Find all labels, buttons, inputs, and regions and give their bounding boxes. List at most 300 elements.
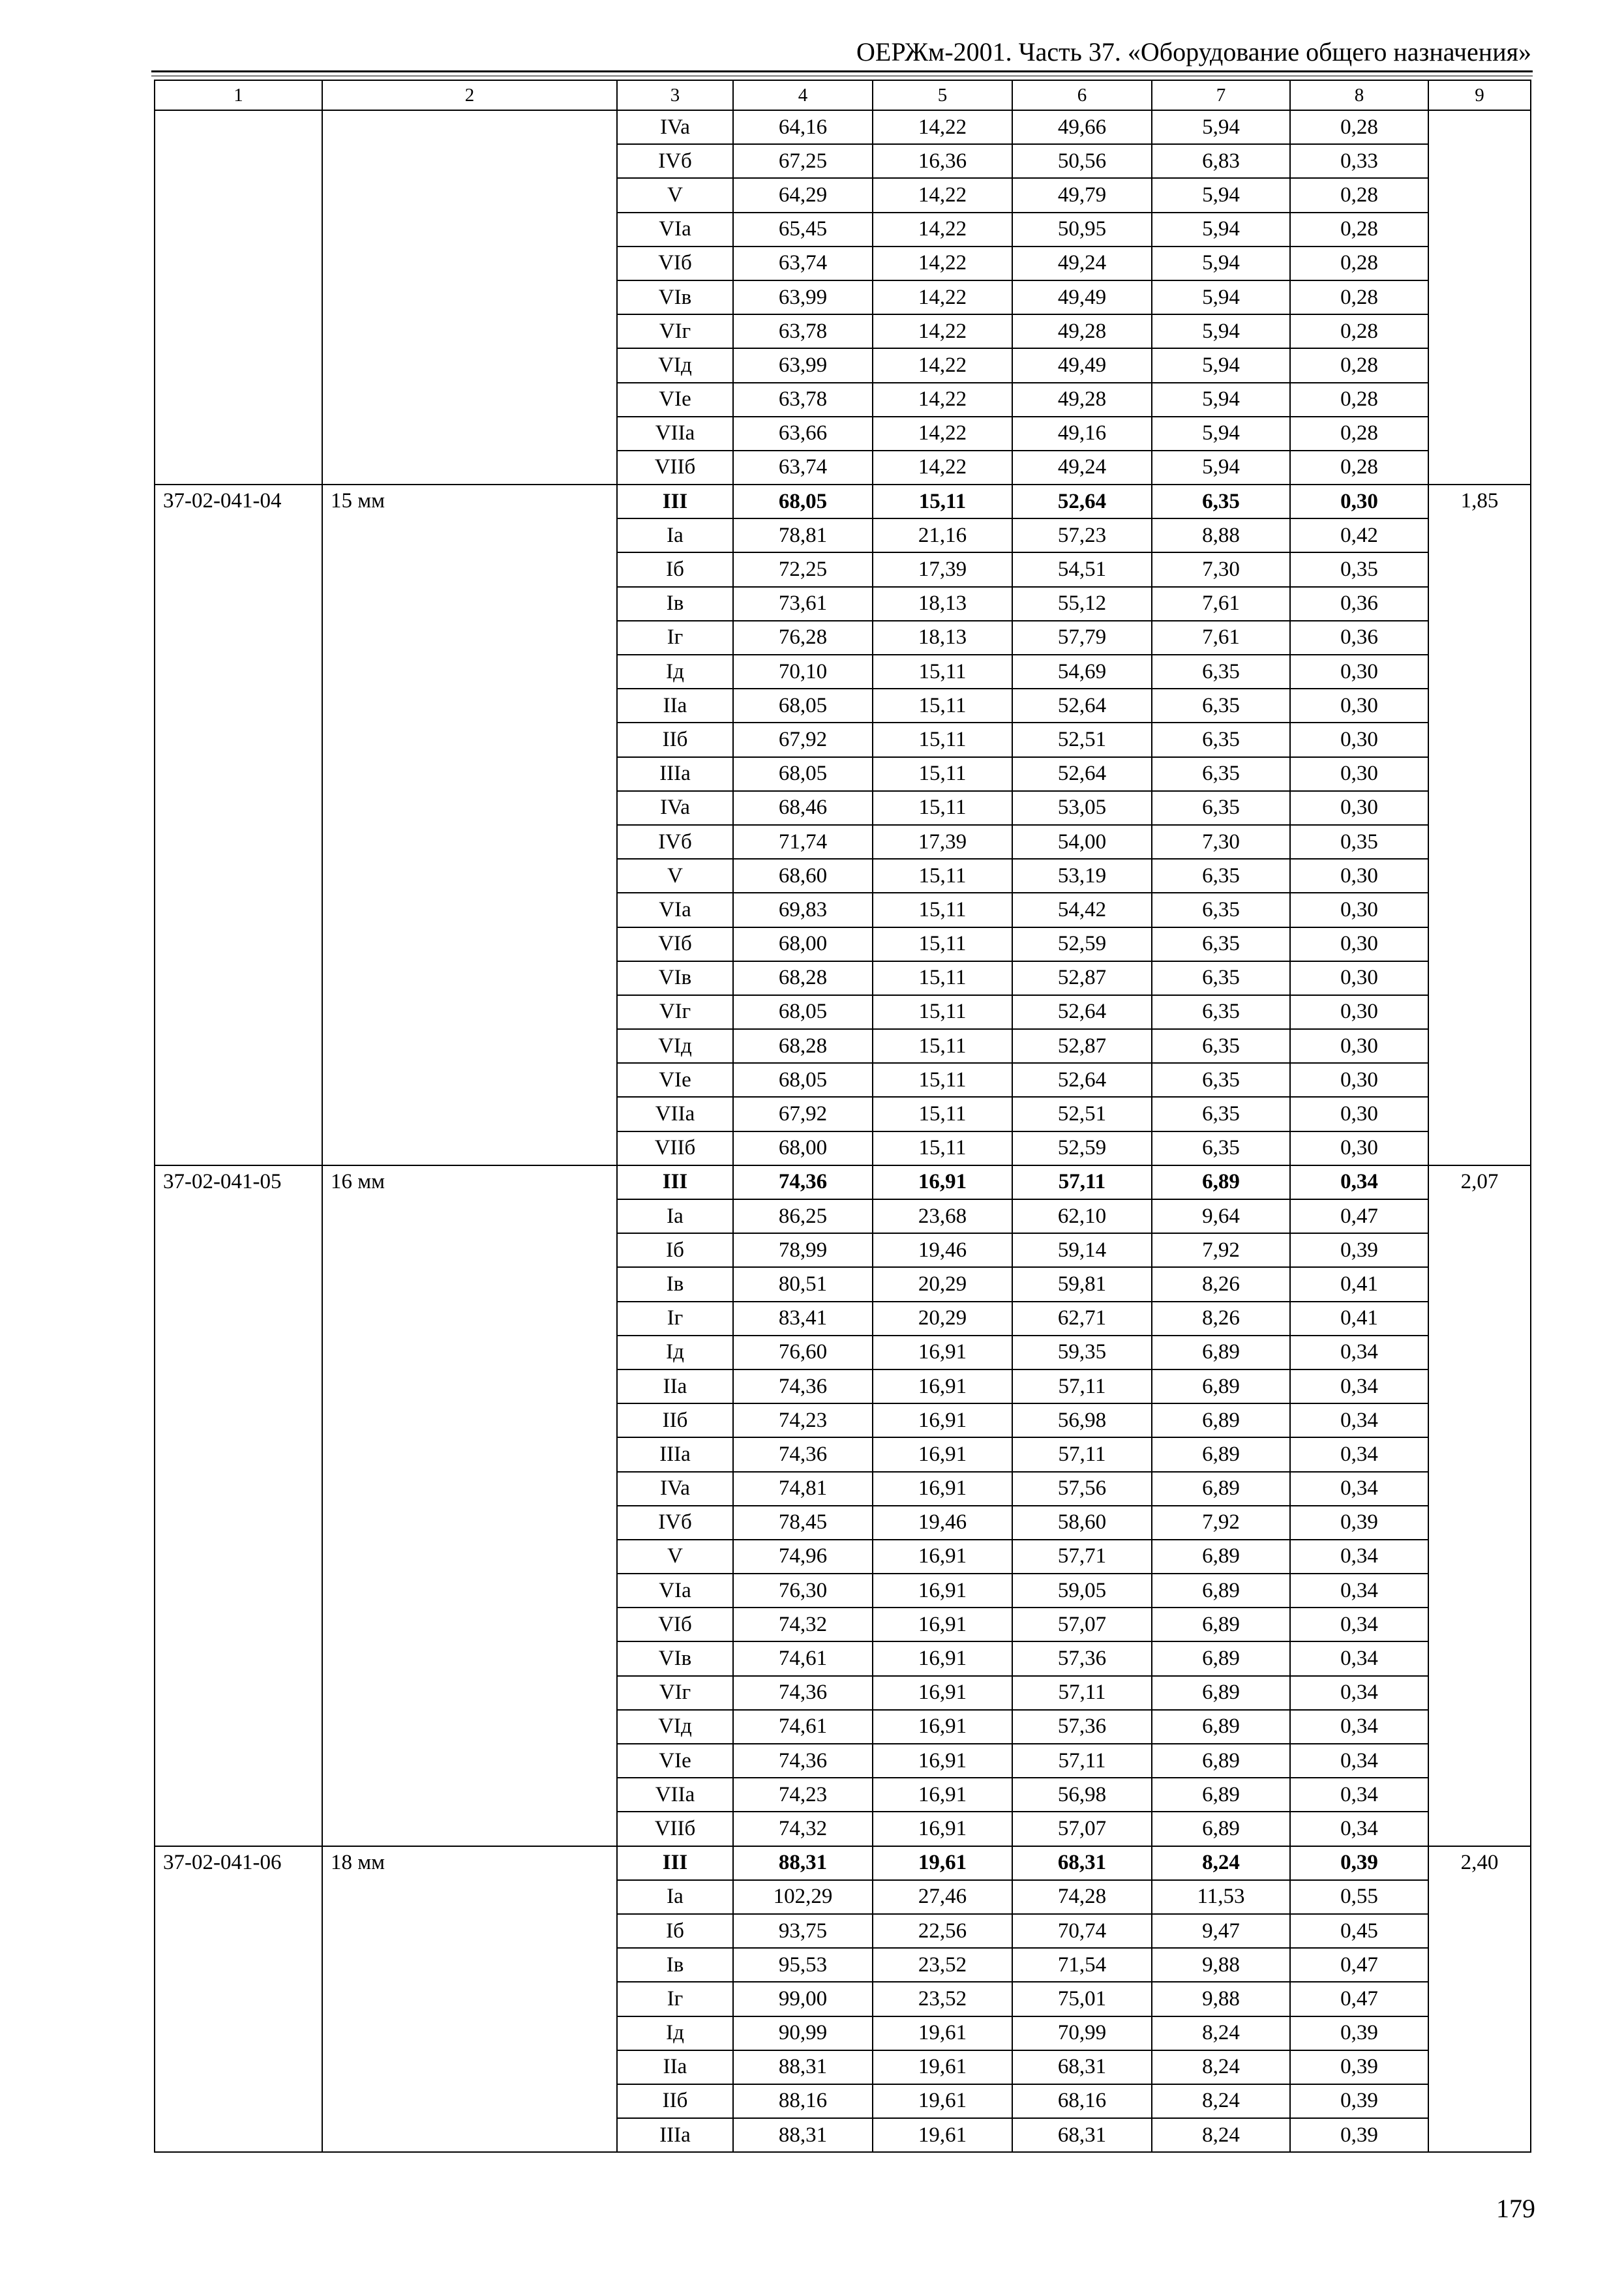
value-cell-c5: 16,91 [873, 1472, 1012, 1506]
value-cell-c7: 7,30 [1152, 552, 1290, 586]
value-cell-c4: 74,23 [733, 1403, 873, 1437]
value-cell-c5: 19,46 [873, 1506, 1012, 1540]
value-cell-c6: 57,23 [1012, 518, 1152, 552]
rate-code: 37-02-041-05 [155, 1165, 322, 1846]
value-cell-c4: 63,78 [733, 314, 873, 348]
value-cell-c4: 74,96 [733, 1540, 873, 1574]
value-cell-c7: 5,94 [1152, 110, 1290, 144]
zone-cell: Iг [617, 1982, 733, 2016]
zone-cell: IVa [617, 791, 733, 825]
value-cell-c6: 55,12 [1012, 587, 1152, 621]
rates-table-body [155, 80, 1531, 2152]
zone-cell: VIe [617, 383, 733, 417]
value-cell-c5: 16,91 [873, 1812, 1012, 1846]
value-cell-c4: 68,28 [733, 1029, 873, 1063]
value-cell-c5: 16,91 [873, 1336, 1012, 1369]
value-cell-c5: 15,11 [873, 485, 1012, 518]
value-cell-c8: 0,47 [1290, 1948, 1428, 1982]
value-cell-c4: 68,00 [733, 1131, 873, 1165]
value-cell-c5: 16,91 [873, 1641, 1012, 1675]
value-cell-c8: 0,55 [1290, 1880, 1428, 1914]
value-cell-c5: 19,61 [873, 2084, 1012, 2118]
value-cell-c5: 15,11 [873, 1029, 1012, 1063]
value-cell-c8: 0,28 [1290, 213, 1428, 247]
value-cell-c5: 16,91 [873, 1369, 1012, 1403]
table-row [155, 1165, 1531, 1199]
value-cell-c4: 102,29 [733, 1880, 873, 1914]
value-cell-c7: 5,94 [1152, 280, 1290, 314]
value-cell-c7: 5,94 [1152, 348, 1290, 382]
value-cell-c8: 0,30 [1290, 757, 1428, 791]
zone-cell: VIд [617, 1029, 733, 1063]
zone-cell: Iд [617, 1336, 733, 1369]
zone-cell: Ia [617, 1199, 733, 1233]
value-cell-c8: 0,47 [1290, 1982, 1428, 2016]
value-cell-c6: 49,28 [1012, 314, 1152, 348]
rate-name: 15 мм [322, 485, 617, 1165]
value-cell-c5: 19,61 [873, 2016, 1012, 2050]
value-cell-c7: 6,35 [1152, 1131, 1290, 1165]
zone-cell: IVa [617, 110, 733, 144]
value-cell-c7: 6,89 [1152, 1778, 1290, 1812]
value-cell-c7: 6,35 [1152, 1063, 1290, 1097]
column-number: 9 [1428, 80, 1531, 110]
value-cell-c9: 2,07 [1428, 1165, 1531, 1846]
value-cell-c5: 19,46 [873, 1233, 1012, 1267]
value-cell-c5: 19,61 [873, 2050, 1012, 2084]
zone-cell: IIa [617, 689, 733, 723]
zone-cell: IVa [617, 1472, 733, 1506]
zone-cell: VIa [617, 213, 733, 247]
value-cell-c7: 6,35 [1152, 893, 1290, 927]
value-cell-c4: 72,25 [733, 552, 873, 586]
value-cell-c8: 0,34 [1290, 1336, 1428, 1369]
value-cell-c7: 8,26 [1152, 1302, 1290, 1336]
value-cell-c7: 8,26 [1152, 1267, 1290, 1301]
value-cell-c5: 22,56 [873, 1914, 1012, 1948]
value-cell-c6: 57,11 [1012, 1437, 1152, 1471]
value-cell-c8: 0,30 [1290, 1131, 1428, 1165]
value-cell-c6: 50,95 [1012, 213, 1152, 247]
rate-code [155, 110, 322, 485]
value-cell-c8: 0,30 [1290, 655, 1428, 689]
zone-cell: VIa [617, 1574, 733, 1608]
rate-code: 37-02-041-04 [155, 485, 322, 1165]
value-cell-c7: 5,94 [1152, 417, 1290, 451]
column-number: 3 [617, 80, 733, 110]
value-cell-c5: 15,11 [873, 655, 1012, 689]
value-cell-c4: 76,60 [733, 1336, 873, 1369]
value-cell-c8: 0,34 [1290, 1744, 1428, 1778]
value-cell-c8: 0,34 [1290, 1165, 1428, 1199]
value-cell-c5: 15,11 [873, 757, 1012, 791]
value-cell-c7: 7,61 [1152, 587, 1290, 621]
value-cell-c4: 78,81 [733, 518, 873, 552]
zone-cell: III [617, 1846, 733, 1880]
value-cell-c8: 0,39 [1290, 1846, 1428, 1880]
rate-name: 18 мм [322, 1846, 617, 2153]
value-cell-c8: 0,39 [1290, 2118, 1428, 2152]
value-cell-c5: 14,22 [873, 247, 1012, 280]
value-cell-c8: 0,34 [1290, 1608, 1428, 1641]
value-cell-c6: 56,98 [1012, 1403, 1152, 1437]
value-cell-c5: 16,91 [873, 1540, 1012, 1574]
value-cell-c8: 0,39 [1290, 2084, 1428, 2118]
value-cell-c6: 49,49 [1012, 280, 1152, 314]
value-cell-c4: 76,30 [733, 1574, 873, 1608]
value-cell-c7: 6,89 [1152, 1336, 1290, 1369]
value-cell-c6: 52,64 [1012, 995, 1152, 1029]
value-cell-c7: 7,92 [1152, 1506, 1290, 1540]
value-cell-c4: 74,32 [733, 1608, 873, 1641]
value-cell-c6: 70,99 [1012, 2016, 1152, 2050]
value-cell-c8: 0,39 [1290, 2050, 1428, 2084]
value-cell-c7: 6,35 [1152, 655, 1290, 689]
zone-cell: IVб [617, 1506, 733, 1540]
value-cell-c8: 0,42 [1290, 518, 1428, 552]
value-cell-c6: 62,10 [1012, 1199, 1152, 1233]
value-cell-c5: 16,91 [873, 1710, 1012, 1744]
value-cell-c5: 14,22 [873, 178, 1012, 212]
value-cell-c6: 68,16 [1012, 2084, 1152, 2118]
value-cell-c4: 76,28 [733, 621, 873, 655]
value-cell-c5: 14,22 [873, 213, 1012, 247]
value-cell-c6: 59,81 [1012, 1267, 1152, 1301]
value-cell-c5: 23,52 [873, 1948, 1012, 1982]
column-number: 7 [1152, 80, 1290, 110]
value-cell-c7: 6,35 [1152, 757, 1290, 791]
zone-cell: IIIa [617, 1437, 733, 1471]
column-number: 8 [1290, 80, 1428, 110]
value-cell-c8: 0,47 [1290, 1199, 1428, 1233]
table-row [155, 485, 1531, 518]
value-cell-c9: 1,85 [1428, 485, 1531, 1165]
rate-name: 16 мм [322, 1165, 617, 1846]
rate-code: 37-02-041-06 [155, 1846, 322, 2153]
column-number: 5 [873, 80, 1012, 110]
value-cell-c8: 0,30 [1290, 1063, 1428, 1097]
table-row [155, 1846, 1531, 1880]
value-cell-c6: 52,64 [1012, 689, 1152, 723]
value-cell-c5: 14,22 [873, 314, 1012, 348]
zone-cell: Iб [617, 552, 733, 586]
value-cell-c8: 0,28 [1290, 110, 1428, 144]
zone-cell: VIa [617, 893, 733, 927]
value-cell-c4: 64,16 [733, 110, 873, 144]
column-number: 1 [155, 80, 322, 110]
value-cell-c5: 15,11 [873, 961, 1012, 995]
zone-cell: V [617, 859, 733, 893]
value-cell-c5: 20,29 [873, 1267, 1012, 1301]
zone-cell: IVб [617, 825, 733, 859]
value-cell-c4: 63,74 [733, 247, 873, 280]
value-cell-c7: 6,89 [1152, 1437, 1290, 1471]
value-cell-c7: 6,35 [1152, 1097, 1290, 1131]
value-cell-c6: 49,24 [1012, 247, 1152, 280]
value-cell-c6: 49,16 [1012, 417, 1152, 451]
value-cell-c8: 0,34 [1290, 1641, 1428, 1675]
value-cell-c5: 16,91 [873, 1608, 1012, 1641]
value-cell-c6: 59,05 [1012, 1574, 1152, 1608]
value-cell-c8: 0,28 [1290, 383, 1428, 417]
zone-cell: IIIa [617, 2118, 733, 2152]
value-cell-c8: 0,30 [1290, 995, 1428, 1029]
value-cell-c6: 52,87 [1012, 1029, 1152, 1063]
value-cell-c4: 68,05 [733, 1063, 873, 1097]
value-cell-c5: 16,91 [873, 1778, 1012, 1812]
value-cell-c5: 16,36 [873, 144, 1012, 178]
value-cell-c6: 52,64 [1012, 1063, 1152, 1097]
zone-cell: VIд [617, 348, 733, 382]
zone-cell: V [617, 1540, 733, 1574]
value-cell-c6: 57,71 [1012, 1540, 1152, 1574]
value-cell-c4: 74,81 [733, 1472, 873, 1506]
column-number: 4 [733, 80, 873, 110]
value-cell-c6: 49,49 [1012, 348, 1152, 382]
value-cell-c5: 15,11 [873, 927, 1012, 961]
value-cell-c5: 27,46 [873, 1880, 1012, 1914]
value-cell-c7: 7,92 [1152, 1233, 1290, 1267]
value-cell-c4: 68,00 [733, 927, 873, 961]
value-cell-c7: 6,89 [1152, 1574, 1290, 1608]
value-cell-c7: 7,30 [1152, 825, 1290, 859]
value-cell-c4: 74,32 [733, 1812, 873, 1846]
value-cell-c7: 5,94 [1152, 247, 1290, 280]
value-cell-c6: 74,28 [1012, 1880, 1152, 1914]
value-cell-c7: 6,83 [1152, 144, 1290, 178]
value-cell-c8: 0,34 [1290, 1472, 1428, 1506]
value-cell-c4: 80,51 [733, 1267, 873, 1301]
value-cell-c5: 14,22 [873, 348, 1012, 382]
value-cell-c5: 16,91 [873, 1676, 1012, 1710]
value-cell-c7: 5,94 [1152, 213, 1290, 247]
value-cell-c5: 15,11 [873, 1063, 1012, 1097]
value-cell-c8: 0,41 [1290, 1267, 1428, 1301]
value-cell-c5: 14,22 [873, 280, 1012, 314]
value-cell-c6: 57,79 [1012, 621, 1152, 655]
value-cell-c4: 68,28 [733, 961, 873, 995]
value-cell-c7: 6,89 [1152, 1710, 1290, 1744]
value-cell-c6: 57,36 [1012, 1641, 1152, 1675]
value-cell-c4: 65,45 [733, 213, 873, 247]
value-cell-c6: 53,05 [1012, 791, 1152, 825]
zone-cell: Iд [617, 655, 733, 689]
zone-cell: Iв [617, 1267, 733, 1301]
value-cell-c8: 0,30 [1290, 1097, 1428, 1131]
value-cell-c5: 21,16 [873, 518, 1012, 552]
zone-cell: IIб [617, 1403, 733, 1437]
value-cell-c7: 6,89 [1152, 1812, 1290, 1846]
value-cell-c6: 49,79 [1012, 178, 1152, 212]
value-cell-c6: 52,64 [1012, 485, 1152, 518]
value-cell-c5: 18,13 [873, 587, 1012, 621]
value-cell-c5: 17,39 [873, 825, 1012, 859]
value-cell-c5: 20,29 [873, 1302, 1012, 1336]
zone-cell: VIIa [617, 1778, 733, 1812]
value-cell-c4: 88,16 [733, 2084, 873, 2118]
value-cell-c7: 8,24 [1152, 2118, 1290, 2152]
page-number: 179 [1496, 2194, 1535, 2223]
value-cell-c8: 0,30 [1290, 689, 1428, 723]
value-cell-c7: 6,35 [1152, 485, 1290, 518]
value-cell-c8: 0,28 [1290, 178, 1428, 212]
value-cell-c6: 57,07 [1012, 1608, 1152, 1641]
zone-cell: IIa [617, 1369, 733, 1403]
value-cell-c5: 16,91 [873, 1437, 1012, 1471]
value-cell-c8: 0,35 [1290, 825, 1428, 859]
value-cell-c5: 14,22 [873, 417, 1012, 451]
value-cell-c8: 0,34 [1290, 1676, 1428, 1710]
zone-cell: VIв [617, 961, 733, 995]
value-cell-c6: 52,59 [1012, 927, 1152, 961]
value-cell-c8: 0,34 [1290, 1540, 1428, 1574]
value-cell-c5: 14,22 [873, 110, 1012, 144]
value-cell-c4: 68,05 [733, 485, 873, 518]
value-cell-c6: 57,07 [1012, 1812, 1152, 1846]
value-cell-c5: 16,91 [873, 1403, 1012, 1437]
running-header: ОЕРЖм-2001. Часть 37. «Оборудование общего назначения» [856, 37, 1531, 67]
value-cell-c8: 0,28 [1290, 247, 1428, 280]
value-cell-c8: 0,39 [1290, 2016, 1428, 2050]
value-cell-c9 [1428, 110, 1531, 485]
value-cell-c4: 74,36 [733, 1437, 873, 1471]
value-cell-c7: 8,24 [1152, 2050, 1290, 2084]
header-rule-thick [151, 70, 1533, 72]
value-cell-c4: 93,75 [733, 1914, 873, 1948]
value-cell-c4: 74,23 [733, 1778, 873, 1812]
value-cell-c6: 54,51 [1012, 552, 1152, 586]
zone-cell: Ia [617, 1880, 733, 1914]
zone-cell: VIIб [617, 1131, 733, 1165]
value-cell-c7: 6,89 [1152, 1608, 1290, 1641]
value-cell-c7: 9,88 [1152, 1982, 1290, 2016]
value-cell-c8: 0,28 [1290, 348, 1428, 382]
value-cell-c7: 5,94 [1152, 451, 1290, 485]
zone-cell: VIIб [617, 1812, 733, 1846]
value-cell-c5: 17,39 [873, 552, 1012, 586]
value-cell-c6: 53,19 [1012, 859, 1152, 893]
value-cell-c5: 16,91 [873, 1744, 1012, 1778]
value-cell-c7: 6,35 [1152, 859, 1290, 893]
value-cell-c4: 78,45 [733, 1506, 873, 1540]
value-cell-c5: 16,91 [873, 1574, 1012, 1608]
value-cell-c5: 15,11 [873, 1097, 1012, 1131]
value-cell-c6: 49,24 [1012, 451, 1152, 485]
zone-cell: IVб [617, 144, 733, 178]
value-cell-c4: 70,10 [733, 655, 873, 689]
value-cell-c7: 5,94 [1152, 314, 1290, 348]
value-cell-c8: 0,30 [1290, 961, 1428, 995]
value-cell-c8: 0,35 [1290, 552, 1428, 586]
value-cell-c4: 74,61 [733, 1641, 873, 1675]
value-cell-c4: 67,92 [733, 723, 873, 756]
value-cell-c5: 15,11 [873, 893, 1012, 927]
value-cell-c6: 71,54 [1012, 1948, 1152, 1982]
value-cell-c6: 49,66 [1012, 110, 1152, 144]
zone-cell: III [617, 485, 733, 518]
value-cell-c6: 59,14 [1012, 1233, 1152, 1267]
zone-cell: VIв [617, 1641, 733, 1675]
zone-cell: VIв [617, 280, 733, 314]
value-cell-c8: 0,30 [1290, 791, 1428, 825]
value-cell-c4: 68,05 [733, 995, 873, 1029]
zone-cell: IIa [617, 2050, 733, 2084]
zone-cell: VIe [617, 1063, 733, 1097]
value-cell-c6: 70,74 [1012, 1914, 1152, 1948]
value-cell-c6: 58,60 [1012, 1506, 1152, 1540]
value-cell-c4: 71,74 [733, 825, 873, 859]
value-cell-c6: 52,51 [1012, 1097, 1152, 1131]
value-cell-c8: 0,34 [1290, 1437, 1428, 1471]
zone-cell: Iд [617, 2016, 733, 2050]
value-cell-c7: 6,35 [1152, 927, 1290, 961]
value-cell-c4: 74,36 [733, 1676, 873, 1710]
value-cell-c4: 74,36 [733, 1369, 873, 1403]
value-cell-c6: 57,36 [1012, 1710, 1152, 1744]
zone-cell: Ia [617, 518, 733, 552]
value-cell-c7: 6,35 [1152, 961, 1290, 995]
value-cell-c6: 68,31 [1012, 1846, 1152, 1880]
value-cell-c8: 0,30 [1290, 485, 1428, 518]
value-cell-c4: 90,99 [733, 2016, 873, 2050]
value-cell-c7: 6,89 [1152, 1641, 1290, 1675]
value-cell-c6: 49,28 [1012, 383, 1152, 417]
value-cell-c4: 74,36 [733, 1165, 873, 1199]
value-cell-c8: 0,34 [1290, 1812, 1428, 1846]
value-cell-c8: 0,41 [1290, 1302, 1428, 1336]
value-cell-c4: 63,78 [733, 383, 873, 417]
value-cell-c4: 74,36 [733, 1744, 873, 1778]
value-cell-c5: 14,22 [873, 383, 1012, 417]
value-cell-c6: 75,01 [1012, 1982, 1152, 2016]
table-row [155, 110, 1531, 144]
value-cell-c5: 14,22 [873, 451, 1012, 485]
value-cell-c7: 11,53 [1152, 1880, 1290, 1914]
value-cell-c8: 0,30 [1290, 1029, 1428, 1063]
value-cell-c7: 6,89 [1152, 1403, 1290, 1437]
value-cell-c6: 57,11 [1012, 1369, 1152, 1403]
value-cell-c4: 63,99 [733, 348, 873, 382]
value-cell-c4: 88,31 [733, 2050, 873, 2084]
value-cell-c6: 54,69 [1012, 655, 1152, 689]
zone-cell: IIб [617, 723, 733, 756]
value-cell-c7: 8,24 [1152, 1846, 1290, 1880]
value-cell-c6: 57,11 [1012, 1676, 1152, 1710]
value-cell-c8: 0,36 [1290, 587, 1428, 621]
value-cell-c4: 68,46 [733, 791, 873, 825]
value-cell-c7: 6,89 [1152, 1744, 1290, 1778]
value-cell-c6: 54,42 [1012, 893, 1152, 927]
value-cell-c5: 23,68 [873, 1199, 1012, 1233]
value-cell-c7: 6,89 [1152, 1369, 1290, 1403]
value-cell-c5: 15,11 [873, 689, 1012, 723]
value-cell-c7: 6,35 [1152, 689, 1290, 723]
value-cell-c6: 62,71 [1012, 1302, 1152, 1336]
value-cell-c8: 0,36 [1290, 621, 1428, 655]
value-cell-c4: 63,74 [733, 451, 873, 485]
value-cell-c6: 52,64 [1012, 757, 1152, 791]
value-cell-c8: 0,28 [1290, 451, 1428, 485]
value-cell-c4: 68,60 [733, 859, 873, 893]
value-cell-c5: 16,91 [873, 1165, 1012, 1199]
rate-name [322, 110, 617, 485]
value-cell-c7: 6,89 [1152, 1472, 1290, 1506]
value-cell-c4: 78,99 [733, 1233, 873, 1267]
value-cell-c5: 15,11 [873, 995, 1012, 1029]
value-cell-c8: 0,30 [1290, 723, 1428, 756]
zone-cell: VIг [617, 1676, 733, 1710]
zone-cell: IIIa [617, 757, 733, 791]
